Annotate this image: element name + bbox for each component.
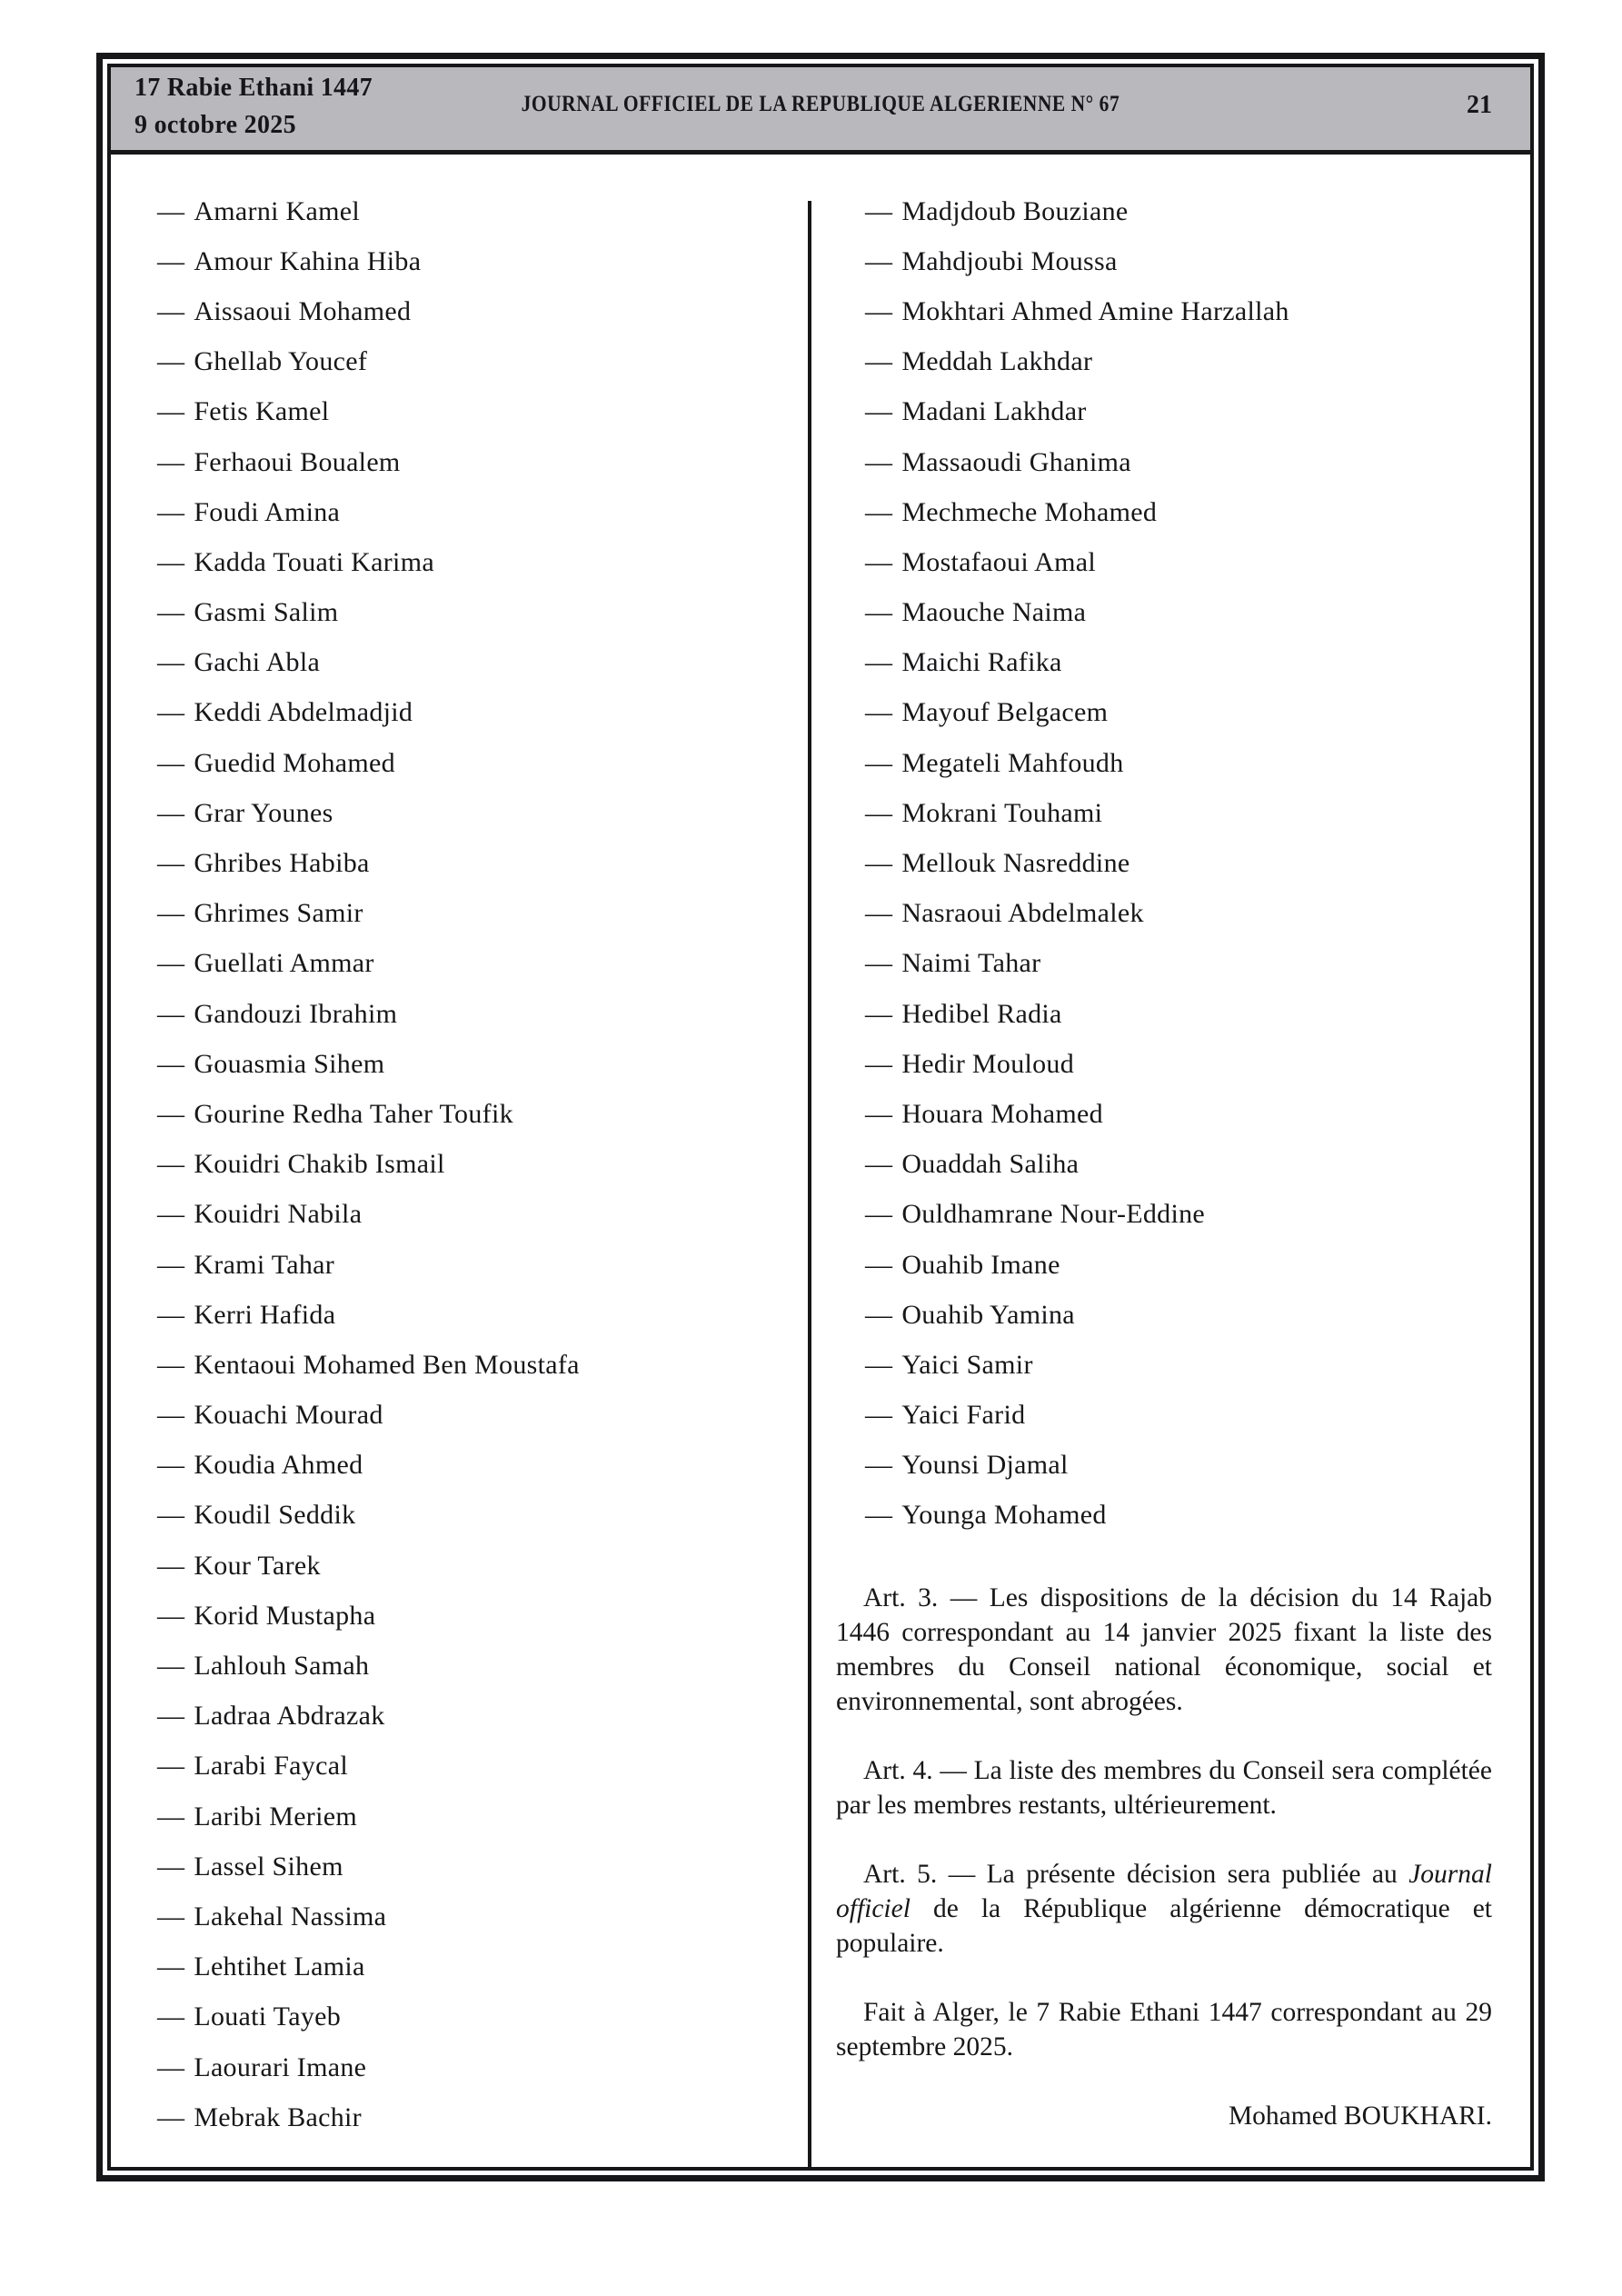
member-list-right [865,186,1510,1541]
member-name-row [157,1742,793,1792]
dash-marker: — [157,546,185,577]
dash-marker: — [157,647,185,678]
member-name-row [865,688,1510,738]
member-name-row [157,337,793,387]
dash-marker: — [157,848,185,879]
member-name-row [157,1942,793,1992]
member-name-row [157,989,793,1039]
dash-marker: — [865,747,893,778]
member-name-row [157,236,793,286]
closing-statement: Fait à Alger, le 7 Rabie Ethani 1447 correspondant au 29 septembre 2025. [836,1998,1492,2061]
member-name-row [865,186,1510,236]
dash-marker: — [865,546,893,577]
member-name: Mayouf Belgacem [901,697,1109,728]
member-name-row [157,1140,793,1190]
dash-marker: — [157,2002,185,2032]
member-name-row [157,186,793,236]
dash-marker: — [157,1500,185,1531]
member-name: Kouidri Chakib Ismail [194,1149,445,1180]
dash-marker: — [157,295,185,326]
dash-marker: — [157,1299,185,1330]
member-name: Kadda Touati Karima [194,546,434,577]
dash-marker: — [157,1952,185,1982]
member-name-row [157,1792,793,1842]
dash-marker: — [157,1199,185,1230]
member-name: Madjdoub Bouziane [901,195,1129,226]
member-name-row [865,1340,1510,1390]
member-name-row [865,788,1510,838]
page-number: 21 [1467,91,1492,119]
member-name-row [865,1391,1510,1441]
member-name: Amour Kahina Hiba [194,245,422,276]
dash-marker: — [865,948,893,979]
dash-marker: — [157,1048,185,1079]
member-name-row [157,2092,793,2142]
member-name-row [865,939,1510,989]
dash-marker: — [865,245,893,276]
dash-marker: — [157,2101,185,2132]
member-name: Hedir Mouloud [901,1048,1075,1079]
dash-marker: — [157,1651,185,1682]
member-name: Laourari Imane [194,2051,367,2082]
member-name-row [157,1992,793,2042]
dash-marker: — [157,496,185,527]
member-name-row [865,738,1510,788]
member-name-row [865,1089,1510,1139]
member-name: Gandouzi Ibrahim [194,998,398,1029]
member-name: Meddah Lakhdar [901,346,1093,377]
dash-marker: — [865,1450,893,1481]
dash-marker: — [865,797,893,828]
member-name: Foudi Amina [194,496,341,527]
dash-marker: — [157,2051,185,2082]
dash-marker: — [865,697,893,728]
dash-marker: — [157,1349,185,1380]
dash-marker: — [865,446,893,477]
member-name: Ghribes Habiba [194,848,370,879]
dash-marker: — [865,998,893,1029]
member-name: Mechmeche Mohamed [901,496,1158,527]
journal-title [111,92,1530,117]
member-name: Mostafaoui Amal [901,546,1096,577]
member-name-row [157,1441,793,1491]
member-name-row [865,236,1510,286]
member-name-row [157,939,793,989]
dash-marker: — [157,1801,185,1832]
member-name: Megateli Mahfoudh [901,747,1124,778]
member-name-row [865,286,1510,336]
dash-marker: — [157,195,185,226]
dash-marker: — [865,1098,893,1129]
dash-marker: — [157,346,185,377]
member-name-row [865,989,1510,1039]
dash-marker: — [865,647,893,678]
dash-marker: — [865,1048,893,1079]
dash-marker: — [157,446,185,477]
dash-marker: — [865,597,893,628]
member-name-row [157,487,793,537]
dash-marker: — [157,396,185,427]
member-name-row [157,1190,793,1240]
member-name: Ferhaoui Boualem [194,446,401,477]
member-name-row [865,1240,1510,1290]
member-name: Younga Mohamed [901,1500,1107,1531]
dash-marker: — [157,1901,185,1932]
member-name-row [865,337,1510,387]
member-name: Grar Younes [194,797,333,828]
member-name: Ghellab Youcef [194,346,368,377]
dash-marker: — [865,848,893,879]
signature: Mohamed BOUKHARI. [1228,2101,1492,2131]
dash-marker: — [865,1349,893,1380]
member-name-row [157,1692,793,1742]
member-name-row [865,889,1510,939]
dash-marker: — [865,496,893,527]
dash-marker: — [157,1400,185,1431]
member-name: Younsi Djamal [901,1450,1069,1481]
member-name: Kouidri Nabila [194,1199,363,1230]
member-name-row [865,387,1510,437]
member-name: Lahlouh Samah [194,1651,370,1682]
member-name-row [865,1441,1510,1491]
member-name-row [865,838,1510,888]
member-name-row [157,437,793,487]
member-name: Mokhtari Ahmed Amine Harzallah [901,295,1289,326]
member-name-row [157,2042,793,2092]
member-name: Laribi Meriem [194,1801,357,1832]
member-name-row [157,1641,793,1691]
member-name: Lakehal Nassima [194,1901,387,1932]
member-name: Louati Tayeb [194,2002,342,2032]
article-5-text-after: de la République algérienne démocratique et populaire. [836,1894,1492,1958]
dash-marker: — [865,1199,893,1230]
dash-marker: — [865,1400,893,1431]
dash-marker: — [157,1701,185,1732]
member-name-row [865,1290,1510,1340]
member-list-left [157,186,793,2142]
article-4: Art. 4. — La liste des membres du Conseil sera complétée par les membres restants, ultérieurement. [836,1756,1492,1820]
member-name: Lehtihet Lamia [194,1952,365,1982]
member-name: Ouahib Yamina [901,1299,1075,1330]
dash-marker: — [157,697,185,728]
dash-marker: — [865,346,893,377]
member-name: Koudil Seddik [194,1500,356,1531]
column-divider [808,201,811,2167]
member-name-row [865,588,1510,638]
member-name: Aissaoui Mohamed [194,295,412,326]
article-3: Art. 3. — Les dispositions de la décision du 14 Rajab 1446 correspondant au 14 janvier 2025 fixant la liste des membres du Conseil national économique, social et environnemental, sont abrogées. [836,1583,1492,1716]
member-name: Amarni Kamel [194,195,361,226]
gregorian-date: 9 octobre 2025 [134,111,296,139]
dash-marker: — [157,797,185,828]
dash-marker: — [157,597,185,628]
article-5 [836,1857,1492,1961]
hijri-date: 17 Rabie Ethani 1447 [134,74,373,102]
member-name-row [865,1190,1510,1240]
member-name: Yaici Samir [901,1349,1033,1380]
member-name-row [865,1491,1510,1541]
member-name: Keddi Abdelmadjid [194,697,413,728]
member-name-row [157,638,793,688]
member-name-row [865,638,1510,688]
member-name-row [157,1541,793,1591]
member-name: Mokrani Touhami [901,797,1103,828]
dash-marker: — [865,1149,893,1180]
dash-marker: — [157,1550,185,1581]
dash-marker: — [157,1600,185,1631]
member-name: Koudia Ahmed [194,1450,363,1481]
member-name: Larabi Faycal [194,1751,348,1782]
dash-marker: — [157,1149,185,1180]
member-name: Mellouk Nasreddine [901,848,1130,879]
member-name: Lassel Sihem [194,1851,343,1882]
member-name: Krami Tahar [194,1249,335,1280]
member-name: Gourine Redha Taher Toufik [194,1098,513,1129]
member-name: Nasraoui Abdelmalek [901,898,1144,929]
member-name-row [157,838,793,888]
dash-marker: — [865,1249,893,1280]
member-name: Yaici Farid [901,1400,1026,1431]
page-header [111,67,1530,155]
member-name-row [157,889,793,939]
member-name-row [157,788,793,838]
member-name: Fetis Kamel [194,396,330,427]
member-name: Guedid Mohamed [194,747,395,778]
dash-marker: — [157,898,185,929]
member-name: Korid Mustapha [194,1600,376,1631]
member-name-row [157,1290,793,1340]
dash-marker: — [157,998,185,1029]
member-name-row [157,1340,793,1390]
member-name: Hedibel Radia [901,998,1062,1029]
member-name-row [157,588,793,638]
member-name-row [157,537,793,587]
member-name: Gouasmia Sihem [194,1048,385,1079]
member-name: Kouachi Mourad [194,1400,383,1431]
member-name: Houara Mohamed [901,1098,1103,1129]
dash-marker: — [157,948,185,979]
dash-marker: — [157,1249,185,1280]
dash-marker: — [865,396,893,427]
dash-marker: — [157,1098,185,1129]
member-name: Ghrimes Samir [194,898,363,929]
member-name: Mebrak Bachir [194,2101,362,2132]
member-name: Massaoudi Ghanima [901,446,1131,477]
dash-marker: — [157,747,185,778]
journal-title-text: JOURNAL OFFICIEL DE LA REPUBLIQUE ALGERIENNE N° 67 [521,92,1120,116]
dash-marker: — [865,898,893,929]
dash-marker: — [865,1299,893,1330]
member-name-row [157,286,793,336]
member-name: Ouaddah Saliha [901,1149,1080,1180]
article-5-text-before: Art. 5. — La présente décision sera publiée au [863,1860,1409,1889]
member-name: Naimi Tahar [901,948,1041,979]
dash-marker: — [157,1450,185,1481]
member-name: Guellati Ammar [194,948,374,979]
member-name: Gachi Abla [194,647,321,678]
member-name-row [157,688,793,738]
member-name-row [157,1039,793,1089]
member-name: Mahdjoubi Moussa [901,245,1118,276]
member-name-row [157,738,793,788]
member-name: Gasmi Salim [194,597,339,628]
dash-marker: — [865,295,893,326]
member-name: Maouche Naima [901,597,1087,628]
member-name-row [157,1391,793,1441]
member-name-row [157,1892,793,1942]
member-name: Kour Tarek [194,1550,321,1581]
member-name-row [865,1039,1510,1089]
dash-marker: — [865,1500,893,1531]
member-name: Ouahib Imane [901,1249,1060,1280]
dash-marker: — [865,195,893,226]
member-name: Kentaoui Mohamed Ben Moustafa [194,1349,580,1380]
member-name: Kerri Hafida [194,1299,336,1330]
article-5-journal-officiel: Journal officiel [836,1860,1492,1923]
dash-marker: — [157,245,185,276]
member-name-row [157,1240,793,1290]
member-name-row [865,487,1510,537]
member-name: Ouldhamrane Nour-Eddine [901,1199,1206,1230]
member-name: Madani Lakhdar [901,396,1087,427]
member-name: Ladraa Abdrazak [194,1701,385,1732]
member-name-row [865,1140,1510,1190]
member-name-row [865,437,1510,487]
member-name-row [157,1842,793,1892]
member-name-row [157,387,793,437]
dash-marker: — [157,1751,185,1782]
member-name-row [157,1089,793,1139]
member-name: Maichi Rafika [901,647,1062,678]
member-name-row [157,1591,793,1641]
dash-marker: — [157,1851,185,1882]
articles-section [836,1581,1492,2133]
member-name-row [865,537,1510,587]
member-name-row [157,1491,793,1541]
